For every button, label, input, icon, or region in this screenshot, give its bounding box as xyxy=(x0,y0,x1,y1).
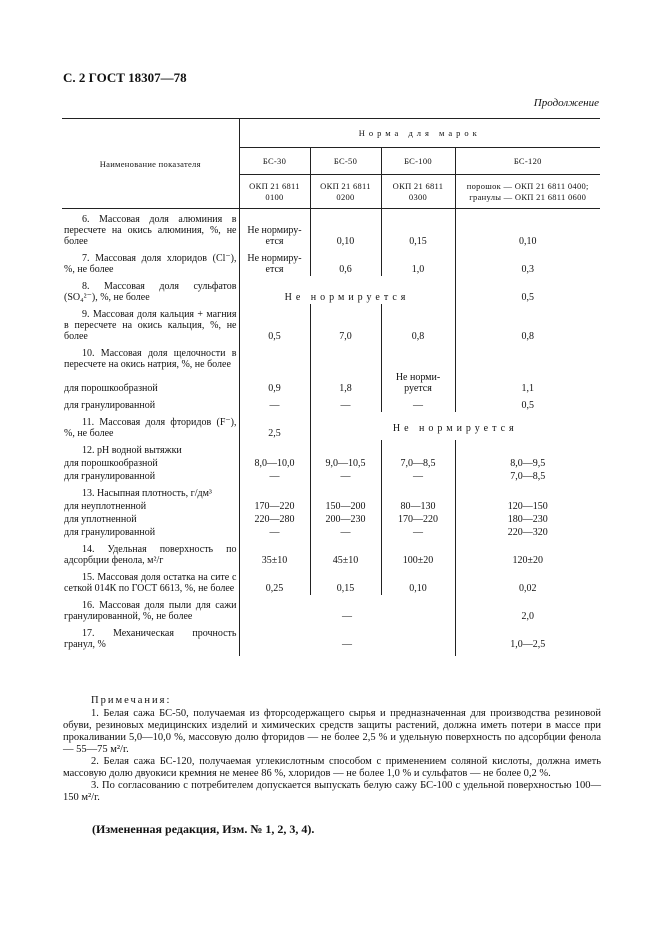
cell-span: Не нормируется xyxy=(239,276,455,304)
row-label: 14. Удельная поверхность по адсорбции фенола, м²/г xyxy=(64,544,237,566)
cell: 0,3 xyxy=(455,248,600,276)
cell: 0,5 xyxy=(455,276,600,304)
table-row xyxy=(62,209,600,249)
table-row xyxy=(62,500,600,513)
row-label: 11. Массовая доля фторидов (F⁻), %, не более xyxy=(64,417,237,439)
cell: — xyxy=(381,470,455,483)
table-row xyxy=(62,483,600,500)
cell: 35±10 xyxy=(239,539,310,567)
row-label: 17. Механическая прочность гранул, % xyxy=(64,628,237,650)
row-label: 16. Массовая доля пыли для сажи гранулированной, %, не более xyxy=(64,600,237,622)
cell: 0,15 xyxy=(381,209,455,249)
table-row xyxy=(62,595,600,623)
cell: 0,6 xyxy=(310,248,381,276)
column-header-name: Наименование показателя xyxy=(99,158,201,169)
brand-header: БС-120 xyxy=(455,148,600,175)
table-row xyxy=(62,343,600,371)
page-header: С. 2 ГОСТ 18307—78 xyxy=(63,70,187,85)
table-row xyxy=(62,371,600,395)
table-row xyxy=(62,248,600,276)
cell: 9,0—10,5 xyxy=(310,457,381,470)
cell: 1,8 xyxy=(310,371,381,395)
cell: 7,0—8,5 xyxy=(455,470,600,483)
cell: 80—130 xyxy=(381,500,455,513)
note-3: 3. По согласованию с потребителем допускается выпускать белую сажу БС-100 с удельной поверхностью 100—150 м²/г. xyxy=(63,780,601,803)
cell: 0,9 xyxy=(239,371,310,395)
cell: 180—230 xyxy=(455,513,600,526)
cell: — xyxy=(310,395,381,412)
cell: — xyxy=(381,395,455,412)
cell: 0,10 xyxy=(381,567,455,595)
cell: 0,8 xyxy=(455,304,600,343)
okp-code: ОКП 21 6811 0100 xyxy=(239,175,310,209)
cell: 220—320 xyxy=(455,526,600,539)
table-row xyxy=(62,623,600,656)
cell: 0,5 xyxy=(239,304,310,343)
brand-header: БС-50 xyxy=(310,148,381,175)
okp-code: порошок — ОКП 21 6811 0400; гранулы — ОКП 21 6811 0600 xyxy=(455,175,600,209)
row-sublabel: для гранулированной xyxy=(64,471,156,482)
cell: Не нормиру-ется xyxy=(239,248,310,276)
cell: 0,15 xyxy=(310,567,381,595)
cell: 100±20 xyxy=(381,539,455,567)
cell: 8,0—10,0 xyxy=(239,457,310,470)
cell-span: — xyxy=(239,623,455,656)
cell: 170—220 xyxy=(381,513,455,526)
cell-span: — xyxy=(239,595,455,623)
cell: — xyxy=(239,526,310,539)
row-label: 7. Массовая доля хлоридов (Cl⁻), %, не более xyxy=(64,253,237,275)
cell: 1,0—2,5 xyxy=(455,623,600,656)
cell: — xyxy=(310,526,381,539)
cell: 120—150 xyxy=(455,500,600,513)
cell-span: Не нормируется xyxy=(310,412,600,440)
cell: 200—230 xyxy=(310,513,381,526)
table-row xyxy=(62,395,600,412)
cell: — xyxy=(310,470,381,483)
brand-header: БС-100 xyxy=(381,148,455,175)
cell: 7,0 xyxy=(310,304,381,343)
cell: 1,1 xyxy=(455,371,600,395)
row-sublabel: для уплотненной xyxy=(64,514,137,525)
cell: Не норми-руется xyxy=(381,371,455,395)
cell: 0,02 xyxy=(455,567,600,595)
row-label: 8. Массовая доля сульфатов (SO₄²⁻), %, не более xyxy=(64,281,237,303)
cell: 150—200 xyxy=(310,500,381,513)
table-row xyxy=(62,412,600,440)
table-row xyxy=(62,513,600,526)
cell: 120±20 xyxy=(455,539,600,567)
cell: 2,5 xyxy=(239,412,310,440)
cell: 0,10 xyxy=(455,209,600,249)
cell: 8,0—9,5 xyxy=(455,457,600,470)
cell: 2,0 xyxy=(455,595,600,623)
cell: — xyxy=(239,470,310,483)
table-row xyxy=(62,470,600,483)
okp-code: ОКП 21 6811 0200 xyxy=(310,175,381,209)
row-sublabel: для порошкообразной xyxy=(64,458,158,469)
row-sublabel: для порошкообразной xyxy=(64,383,158,394)
cell: — xyxy=(239,395,310,412)
note-1: 1. Белая сажа БС-50, получаемая из фторсодержащего сырья и предназначенная для производства резиновой обуви, резиновых медицинских изделий и химических средств защиты растений, должна иметь потери в массе при прокаливании 5,0—10,0 %, массовую долю фторидов — не более 2,5 % и удельную поверхность по адсорбции фенола — 55—75 м²/г. xyxy=(63,708,601,755)
cell: 170—220 xyxy=(239,500,310,513)
row-label: 12. pH водной вытяжки xyxy=(82,445,182,456)
cell: 220—280 xyxy=(239,513,310,526)
cell: 1,0 xyxy=(381,248,455,276)
table-row xyxy=(62,567,600,595)
note-2: 2. Белая сажа БС-120, получаемая углекислотным способом с применением соляной кислоты, должна иметь массовую долю двуокиси кремния не менее 86 %, хлоридов — не более 1,0 % и сульфатов — не более 0,2 %. xyxy=(63,756,601,779)
row-sublabel: для гранулированной xyxy=(64,400,156,411)
row-label: 10. Массовая доля щелочности в пересчете на окись натрия, %, не более xyxy=(64,348,237,370)
cell: 0,10 xyxy=(310,209,381,249)
row-sublabel: для неуплотненной xyxy=(64,501,147,512)
cell: 0,25 xyxy=(239,567,310,595)
cell: 7,0—8,5 xyxy=(381,457,455,470)
table-row xyxy=(62,457,600,470)
notes-title: Примечания: xyxy=(91,695,172,706)
continuation-label: Продолжение xyxy=(533,97,599,109)
table-row xyxy=(62,526,600,539)
cell: Не нормиру-ется xyxy=(239,209,310,249)
row-label: 9. Массовая доля кальция + магния в пересчете на окись кальция, %, не более xyxy=(64,309,237,342)
column-header-norm: Норма для марок xyxy=(239,119,600,148)
table-row xyxy=(62,304,600,343)
cell: 0,8 xyxy=(381,304,455,343)
row-sublabel: для гранулированной xyxy=(64,527,156,538)
edition-note: (Измененная редакция, Изм. № 1, 2, 3, 4). xyxy=(92,822,315,836)
row-label: 13. Насыпная плотность, г/дм³ xyxy=(82,488,212,499)
notes xyxy=(63,695,601,804)
cell: 45±10 xyxy=(310,539,381,567)
row-label: 6. Массовая доля алюминия в пересчете на окись алюминия, %, не более xyxy=(64,214,237,247)
table-row xyxy=(62,539,600,567)
table-row xyxy=(62,276,600,304)
row-label: 15. Массовая доля остатка на сите с сеткой 014К по ГОСТ 6613, %, не более xyxy=(64,572,237,594)
brand-header: БС-30 xyxy=(239,148,310,175)
table-row xyxy=(62,440,600,457)
cell: — xyxy=(381,526,455,539)
cell: 0,5 xyxy=(455,395,600,412)
properties-table xyxy=(62,118,600,656)
okp-code: ОКП 21 6811 0300 xyxy=(381,175,455,209)
